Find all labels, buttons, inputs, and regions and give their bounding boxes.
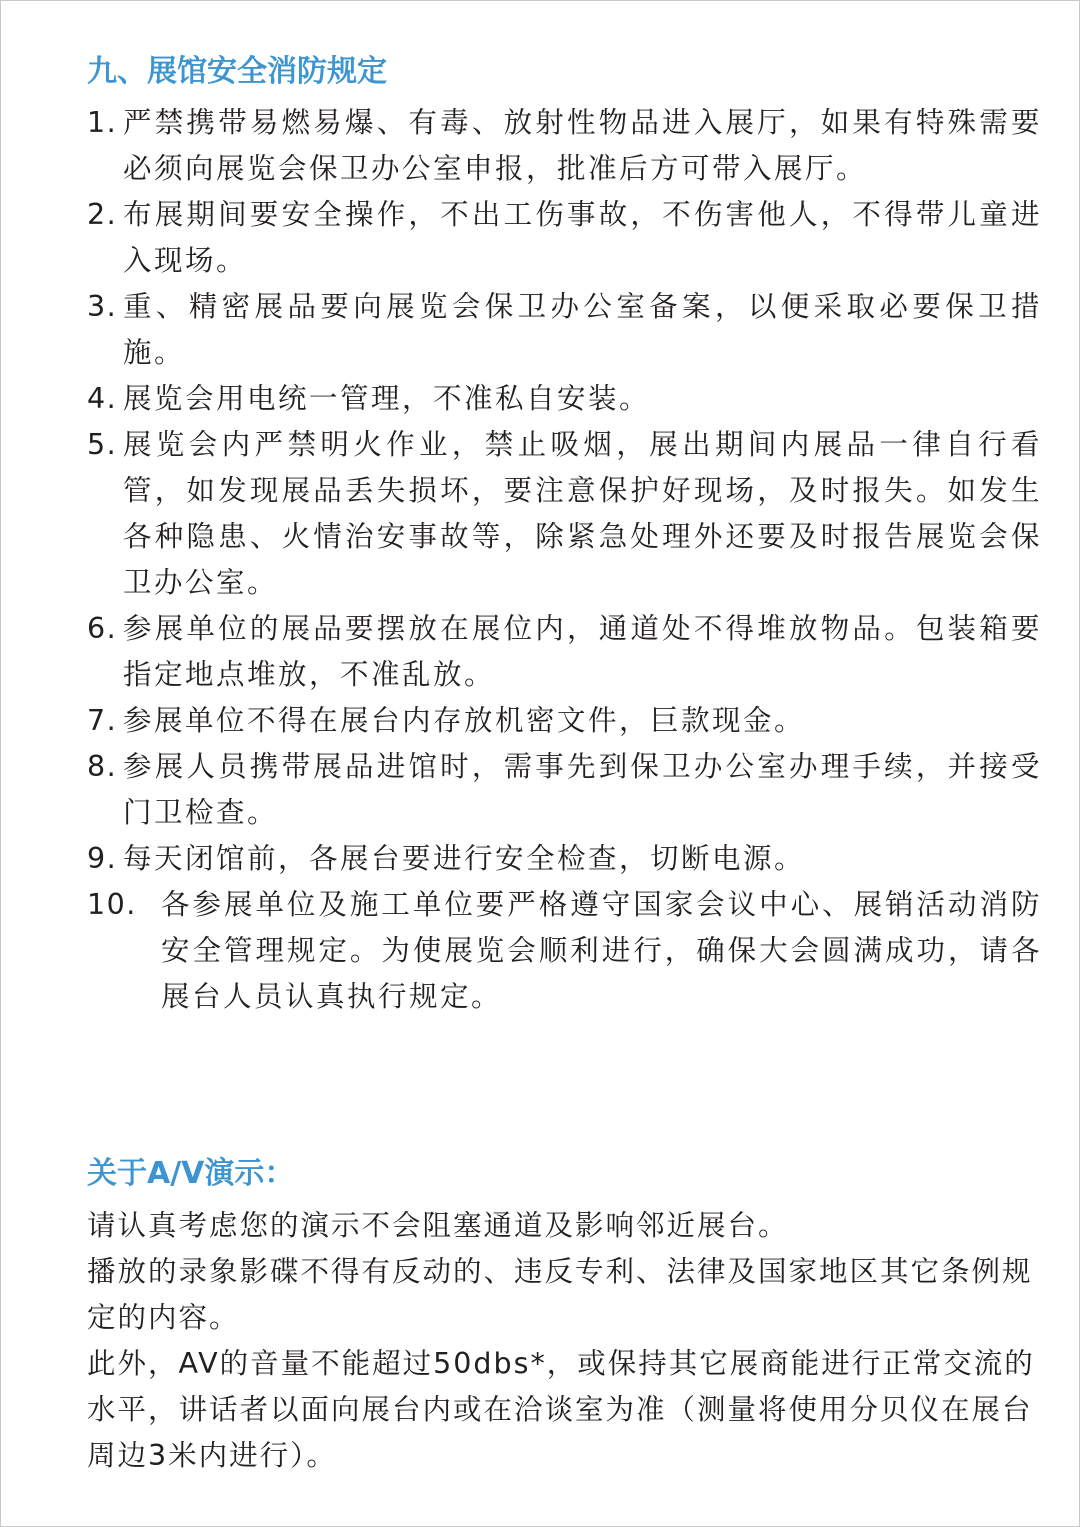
section-title-fire-safety: 九、展馆安全消防规定 [87, 54, 387, 89]
rule-number: 9. [87, 842, 118, 875]
rule-number: 1. [87, 106, 118, 139]
rule-item-6 [87, 606, 1042, 698]
rule-number: 10. [87, 888, 137, 921]
rule-text: 参展单位不得在展台内存放机密文件，巨款现金。 [123, 704, 806, 737]
section-title-av-demo: 关于A/V演示： [87, 1156, 295, 1191]
rule-text: 重、精密展品要向展览会保卫办公室备案，以便采取必要保卫措施。 [123, 290, 1042, 369]
rule-item-9 [87, 836, 1042, 882]
rule-text: 展览会用电统一管理，不准私自安装。 [123, 382, 651, 415]
rule-text: 布展期间要安全操作，不出工伤事故，不伤害他人，不得带儿童进入现场。 [123, 198, 1042, 277]
rule-number: 6. [87, 612, 118, 645]
rule-item-8 [87, 744, 1042, 836]
rule-item-5 [87, 422, 1042, 606]
rule-text: 各参展单位及施工单位要严格遵守国家会议中心、展销活动消防安全管理规定。为使展览会顺利进行，确保大会圆满成功，请各展台人员认真执行规定。 [161, 888, 1042, 1013]
rule-item-3 [87, 284, 1042, 376]
rule-item-7 [87, 698, 1042, 744]
rule-text: 每天闭馆前，各展台要进行安全检查，切断电源。 [123, 842, 806, 875]
rule-text: 严禁携带易燃易爆、有毒、放射性物品进入展厅，如果有特殊需要必须向展览会保卫办公室申报，批准后方可带入展厅。 [123, 106, 1042, 185]
rule-text: 参展单位的展品要摆放在展位内，通道处不得堆放物品。包装箱要指定地点堆放，不准乱放。 [123, 612, 1042, 691]
rule-item-4 [87, 376, 1042, 422]
rule-item-10 [87, 882, 1042, 1020]
rule-text: 展览会内严禁明火作业，禁止吸烟，展出期间内展品一律自行看管，如发现展品丢失损坏，要注意保护好现场，及时报失。如发生各种隐患、火情治安事故等，除紧急处理外还要及时报告展览会保卫办公室。 [123, 428, 1042, 599]
rule-number: 7. [87, 704, 118, 737]
av-paragraph-1: 请认真考虑您的演示不会阻塞通道及影响邻近展台。 [87, 1209, 789, 1242]
av-paragraph-2: 播放的录象影碟不得有反动的、违反专利、法律及国家地区其它条例规定的内容。 [87, 1255, 1033, 1334]
av-paragraph-3: 此外，AV的音量不能超过50dbs*，或保持其它展商能进行正常交流的水平，讲话者以面向展台内或在洽谈室为准（测量将使用分贝仪在展台周边3米内进行）。 [87, 1347, 1035, 1472]
rule-text: 参展人员携带展品进馆时，需事先到保卫办公室办理手续，并接受门卫检查。 [123, 750, 1042, 829]
rule-number: 2. [87, 198, 118, 231]
rule-item-1 [87, 100, 1042, 192]
rule-number: 3. [87, 290, 118, 323]
fire-safety-rules-list [87, 100, 1042, 1020]
av-demo-paragraphs [87, 1203, 1037, 1479]
rule-number: 8. [87, 750, 118, 783]
rule-number: 5. [87, 428, 118, 461]
rule-item-2 [87, 192, 1042, 284]
rule-number: 4. [87, 382, 118, 415]
